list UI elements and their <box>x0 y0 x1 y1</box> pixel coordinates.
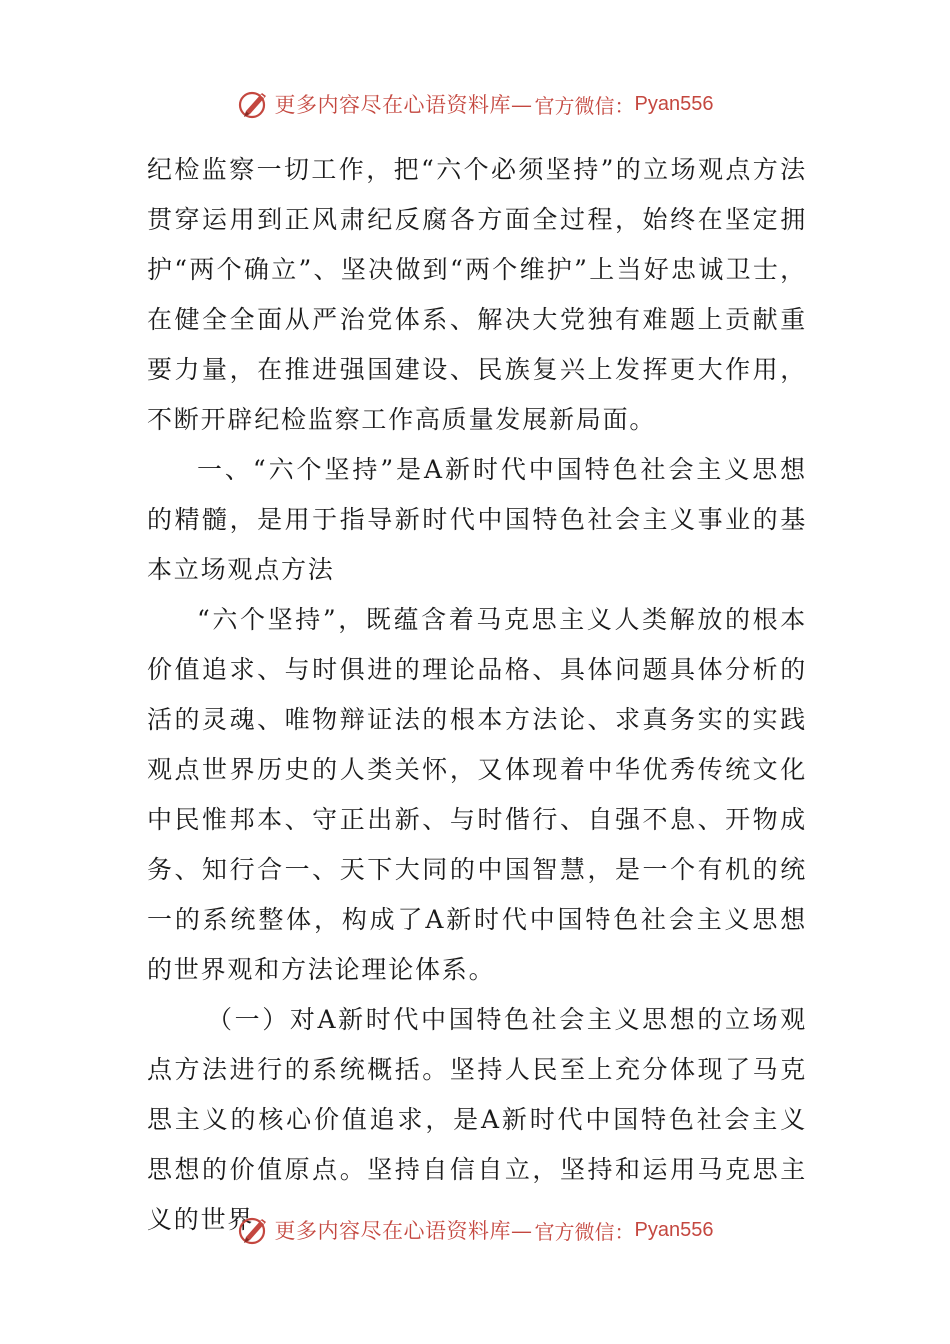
watermark-contact-id: Pyan556 <box>634 1218 714 1241</box>
body-paragraph-2: “六个坚持”，既蕴含着马克思主义人类解放的根本价值追求、与时俱进的理论品格、具体问题具体分析的活的灵魂、唯物辩证法的根本方法论、求真务实的实践观点世界历史的人类关怀，又体现着中华优秀传统文化中民惟邦本、守正出新、与时偕行、自强不息、开物成务、知行合一、天下大同的中国智慧，是一个有机的统一的系统整体，构成了A新时代中国特色社会主义思想的世界观和方法论理论体系。 <box>147 605 807 984</box>
watermark-main-text: 更多内容尽在心语资料库— <box>274 93 533 117</box>
watermark-contact-label: 官方微信： <box>534 1219 635 1244</box>
watermark-banner-top <box>0 84 950 124</box>
body-paragraph-1: 纪检监察一切工作，把“六个必须坚持”的立场观点方法贯穿运用到正风肃纪反腐各方面全过程，始终在坚定拥护“两个确立”、坚决做到“两个维护”上当好忠诚卫士，在健全全面从严治党体系、解决大党独有难题上贡献重要力量，在推进强国建设、民族复兴上发挥更大作用，不断开辟纪检监察工作高质量发展新局面。 <box>147 155 807 434</box>
document-body <box>147 145 807 1245</box>
pen-logo-icon <box>237 87 271 121</box>
subsection-paragraph-1: （一）对A新时代中国特色社会主义思想的立场观点方法进行的系统概括。坚持人民至上充分体现了马克思主义的核心价值追求，是A新时代中国特色社会主义思想的价值原点。坚持自信自立，坚持和运用马克思主义的世界 <box>147 1005 807 1234</box>
watermark-main-text: 更多内容尽在心语资料库— <box>274 1219 533 1243</box>
watermark-contact-label: 官方微信： <box>534 93 635 118</box>
watermark-contact-id: Pyan556 <box>634 92 714 115</box>
watermark-banner-bottom <box>0 1210 950 1250</box>
pen-logo-icon <box>237 1213 271 1247</box>
section-heading-1: 一、“六个坚持”是A新时代中国特色社会主义思想的精髓，是用于指导新时代中国特色社会主义事业的基本立场观点方法 <box>147 455 807 584</box>
